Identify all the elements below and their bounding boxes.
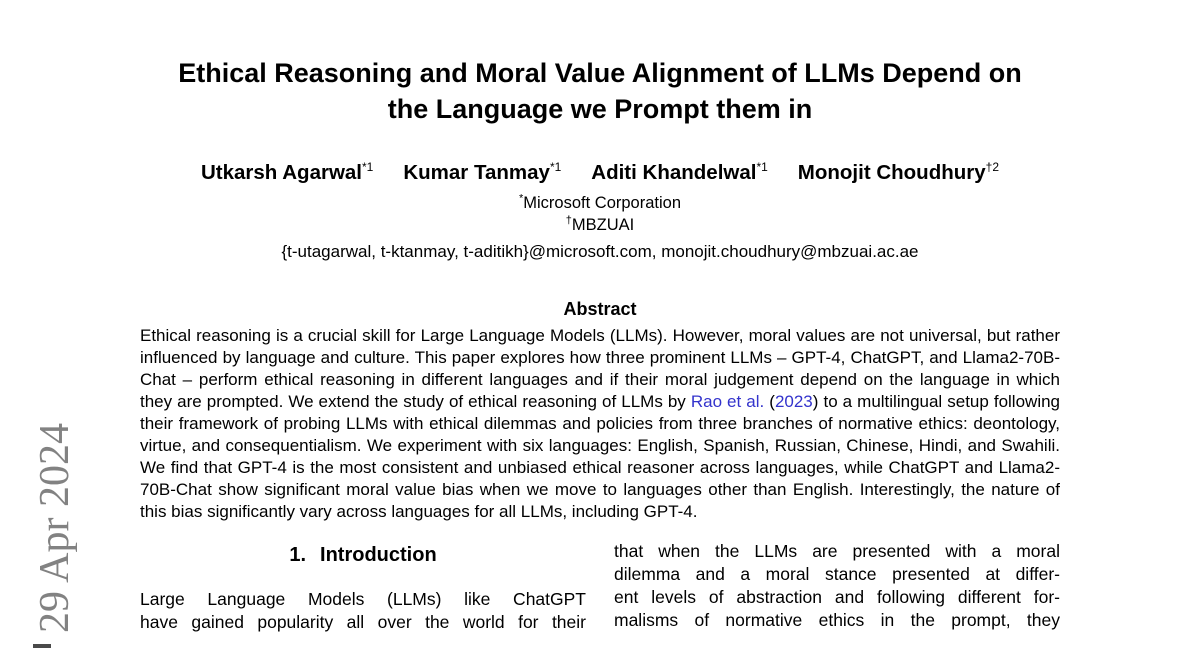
two-column-body: [140, 540, 1060, 634]
left-column-text: [140, 588, 586, 634]
author-3-affiliation-mark: *1: [756, 160, 768, 175]
paper-content: [140, 0, 1060, 634]
body-text-line: that when the LLMs are presented with a moral: [614, 541, 1060, 561]
author-3: [591, 161, 768, 184]
abstract-text-before-citation: Ethical reasoning is a crucial skill for Large Language Models (LLMs). However, moral values are not universal, but rather influenced by language and culture. This paper explores how three prominent LLMs – GPT-4, ChatGPT, and Llama2-70B-Chat – perform ethical reasoning in different languages and if their moral judgement depend on the language in which they are prompted. We extend the study of ethical reasoning of LLMs by: [140, 326, 1060, 411]
author-1-name: Utkarsh Agarwal: [200, 161, 362, 184]
author-1-affiliation-mark: *1: [362, 160, 374, 175]
abstract-heading: Abstract: [563, 299, 637, 319]
author-3-name: Aditi Khandelwal: [591, 161, 757, 184]
citation-paren-close: ): [812, 392, 819, 411]
abstract-text-after-citation: to a multilingual setup following their framework of probing LLMs with ethical dilemmas and policies from three branches of normative ethics: deontology, virtue, and consequentialism. We experiment with six languages: English, Spanish, Russian, Chinese, Hindi, and Swahili. We find that GPT-4 is the most consistent and unbiased ethical reasoner across languages, while ChatGPT and Llama2-70B-Chat show significant moral value bias when we move to languages other than English. Interestingly, the nature of this bias significantly vary across languages for all LLMs, including GPT-4.: [140, 392, 1061, 521]
section-title: Introduction: [320, 544, 437, 566]
paper-title-line1: Ethical Reasoning and Moral Value Alignment of LLMs Depend on: [178, 58, 1022, 88]
author-2: [403, 161, 561, 184]
author-2-name: Kumar Tanmay: [403, 161, 550, 184]
author-4-affiliation-mark: †2: [985, 160, 1000, 175]
paper-title-line2: the Language we Prompt them in: [387, 94, 813, 124]
affiliation-microsoft-name: Microsoft Corporation: [523, 194, 681, 212]
author-2-affiliation-mark: *1: [549, 160, 562, 175]
body-text-line: malisms of normative ethics in the prompt, they: [614, 610, 1060, 630]
affiliation-microsoft-mark: *: [518, 192, 524, 205]
paper-title: [140, 55, 1060, 127]
citation-link-rao-et-al[interactable]: Rao et al.: [690, 392, 765, 411]
left-column: [140, 540, 586, 634]
affiliation-mbzuai-name: MBZUAI: [571, 216, 635, 234]
body-text-line: have gained popularity all over the world for their: [140, 612, 586, 632]
arxiv-date-stamp: 29 Apr 2024: [32, 423, 78, 633]
body-text-line: Large Language Models (LLMs) like ChatGPT: [140, 589, 586, 609]
affiliation-mbzuai: [140, 214, 1060, 236]
author-4-name: Monojit Choudhury: [797, 161, 986, 184]
clipped-stamp-text: [33, 644, 51, 648]
affiliation-mbzuai-mark: †: [565, 214, 572, 227]
right-column: [614, 540, 1060, 634]
author-line: [140, 160, 1060, 185]
right-column-text: [614, 540, 1060, 632]
citation-paren-open: (: [764, 392, 775, 411]
abstract-paragraph: [140, 325, 1060, 523]
author-1: [201, 161, 373, 184]
author-emails: {t-utagarwal, t-ktanmay, t-aditikh}@microsoft.com, monojit.choudhury@mbzuai.ac.ae: [281, 242, 919, 261]
section-heading-introduction: [140, 543, 586, 567]
section-number: 1.: [289, 544, 307, 566]
body-text-line: dilemma and a moral stance presented at differ-: [614, 564, 1060, 584]
body-text-line: ent levels of abstraction and following different for-: [614, 587, 1060, 607]
author-4: [798, 161, 999, 184]
citation-link-year[interactable]: 2023: [774, 392, 813, 411]
affiliation-microsoft: [140, 192, 1060, 214]
